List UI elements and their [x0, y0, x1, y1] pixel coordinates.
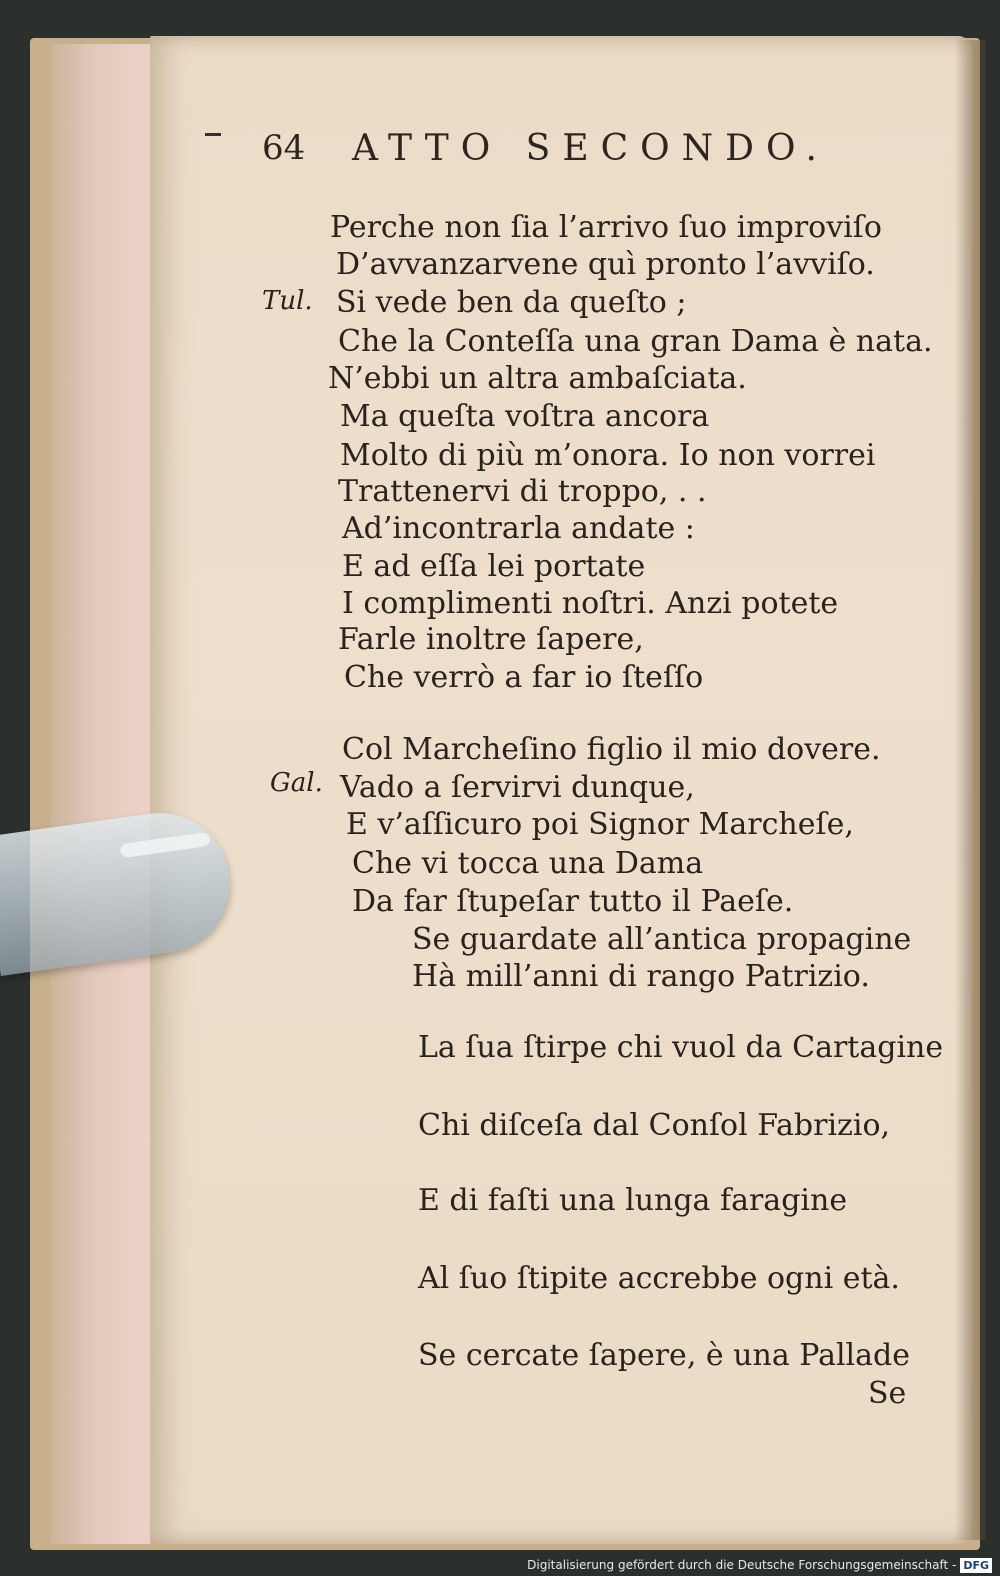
verse-line: D’avvanzarvene quì pronto l’avviſo.	[336, 247, 875, 282]
verse-line: Che verrò a far io ſteſſo	[344, 660, 704, 695]
verse-line: Che vi tocca una Dama	[352, 846, 704, 881]
catchword: Se	[868, 1376, 907, 1411]
speaker-tul: Tul.	[262, 286, 313, 316]
page-number: 64	[262, 128, 306, 168]
credit-text: Digitalisierung gefördert durch die Deutsche Forschungsgemeinschaft -	[527, 1558, 957, 1572]
spine-shadow	[955, 40, 985, 1540]
digitization-credit	[527, 1556, 992, 1574]
verse-line: N’ebbi un altra ambaſciata.	[328, 361, 747, 396]
verse-line: Perche non ſia l’arrivo ſuo improviſo	[330, 210, 882, 245]
running-header	[262, 128, 882, 178]
verse-line: La ſua ſtirpe chi vuol da Cartagine	[418, 1030, 944, 1065]
verse-line: Molto di più m’onora. Io non vorrei	[340, 438, 876, 473]
verse-line: Hà mill’anni di rango Patrizio.	[412, 959, 870, 994]
dfg-logo: DFG	[960, 1558, 992, 1573]
verse-line: Ad’incontrarla andate :	[342, 511, 695, 546]
verse-line: Vado a ſervirvi dunque,	[340, 770, 695, 805]
verse-line: E ad eſſa lei portate	[342, 549, 646, 584]
verse-line: Al ſuo ſtipite accrebbe ogni età.	[418, 1261, 900, 1296]
verse-line: Da far ſtupeſar tutto il Paeſe.	[352, 884, 794, 919]
verse-line: E di faſti una lunga faragine	[418, 1183, 848, 1218]
verse-line: Chi diſceſa dal Conſol Fabrizio,	[418, 1108, 891, 1143]
verse-line: Farle inoltre ſapere,	[338, 622, 644, 657]
act-title: ATTO SECONDO.	[352, 128, 829, 169]
verse-line: I complimenti noſtri. Anzi potete	[342, 586, 839, 621]
verse-line: E v’aſſicuro poi Signor Marcheſe,	[346, 807, 854, 842]
verse-line: Si vede ben da queſto ;	[336, 285, 687, 320]
verse-line: Col Marcheſino figlio il mio dovere.	[342, 732, 881, 767]
page-edge-line	[72, 70, 74, 1510]
verse-line: Ma queſta voſtra ancora	[340, 399, 710, 434]
verse-line: Trattenervi di troppo, . .	[338, 474, 707, 509]
header-dash	[205, 133, 221, 136]
speaker-gal: Gal.	[270, 768, 323, 798]
verse-line: Se cercate ſapere, è una Pallade	[418, 1338, 910, 1373]
verse-line: Che la Conteſſa una gran Dama è nata.	[338, 324, 933, 359]
verse-line: Se guardate all’antica propagine	[412, 922, 912, 957]
